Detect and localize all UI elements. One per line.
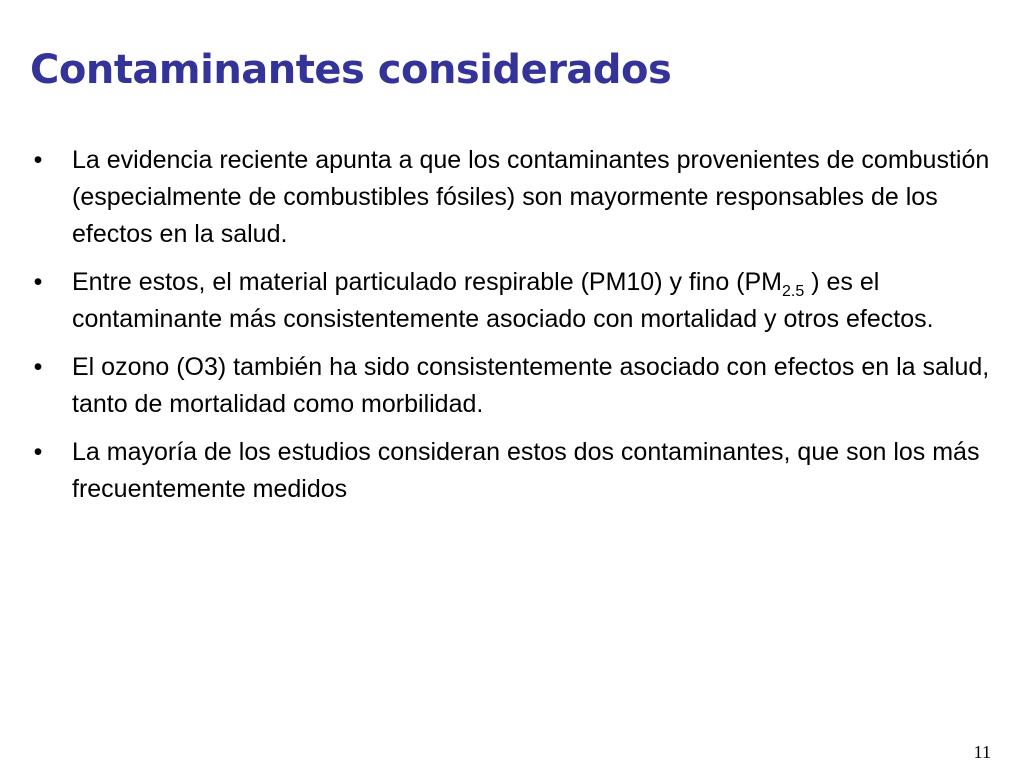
bullet-text-part: Entre estos, el material particulado respirable (PM10) y fino (PM xyxy=(72,268,783,296)
bullet-item-3 xyxy=(28,349,996,423)
bullet-dot-icon: • xyxy=(33,268,43,296)
bullet-dot-icon: • xyxy=(33,438,43,466)
subscript-text: 2.5 xyxy=(782,283,805,300)
page-number: 11 xyxy=(973,742,991,762)
bullet-item-2 xyxy=(28,264,996,338)
bullet-item-4 xyxy=(28,434,996,508)
bullet-dot-icon: • xyxy=(33,353,43,381)
bullet-text xyxy=(72,264,996,338)
bullet-dot-icon: • xyxy=(33,146,43,174)
slide-title: Contaminantes considerados xyxy=(30,47,672,93)
bullet-text: El ozono (O3) también ha sido consistentemente asociado con efectos en la salud, tanto de mortalidad como morbilidad. xyxy=(72,353,990,418)
bullet-text-part: ) es el contaminante más consistentemente asociado con mortalidad y otros efectos. xyxy=(72,268,934,333)
bullet-text: La evidencia reciente apunta a que los contaminantes provenientes de combustión (especialmente de combustibles fósiles) son mayormente responsables de los efectos en la salud. xyxy=(72,146,990,248)
bullet-item-1 xyxy=(28,142,996,253)
bullet-text: La mayoría de los estudios consideran estos dos contaminantes, que son los más frecuentemente medidos xyxy=(72,438,980,503)
bullet-list xyxy=(28,142,996,519)
